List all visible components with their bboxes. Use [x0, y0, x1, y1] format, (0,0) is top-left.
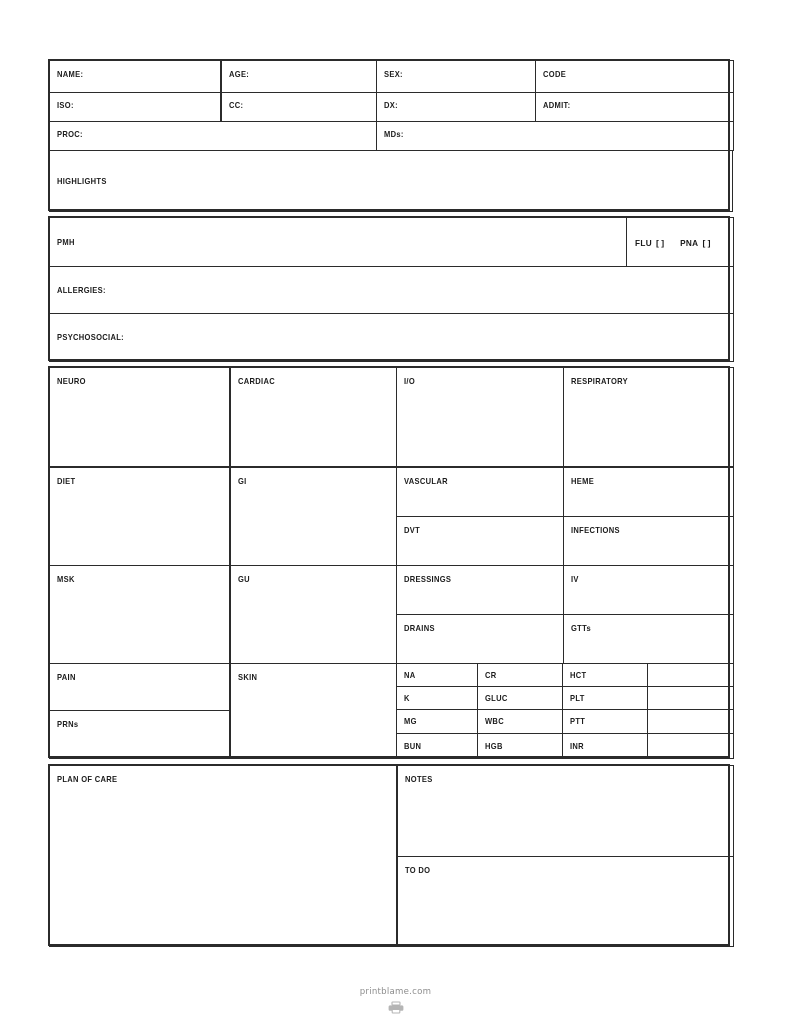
field-msk[interactable]: [49, 565, 230, 664]
lab-label-hgb: HGB: [485, 742, 503, 751]
checkbox-pna-box[interactable]: [ ]: [702, 238, 711, 248]
field-gtts[interactable]: [563, 614, 734, 664]
field-plan-of-care[interactable]: [49, 765, 397, 947]
lab-cell-inr[interactable]: [562, 733, 648, 759]
field-respiratory[interactable]: [563, 367, 734, 467]
field-iv[interactable]: [563, 565, 734, 615]
field-diet[interactable]: [49, 467, 230, 566]
field-cardiac[interactable]: [230, 367, 397, 467]
lab-cell-plt[interactable]: [562, 686, 648, 710]
checkbox-pna-label: PNA: [680, 238, 699, 248]
lab-cell-ptt[interactable]: [562, 709, 648, 734]
lab-cell-mg[interactable]: [396, 709, 478, 734]
field-infections-label: INFECTIONS: [571, 526, 620, 535]
field-gu-label: GU: [238, 575, 250, 584]
field-cc[interactable]: [221, 92, 377, 122]
field-cardiac-label: CARDIAC: [238, 377, 275, 386]
field-code[interactable]: [535, 60, 734, 93]
field-drains-label: DRAINS: [404, 624, 435, 633]
lab-label-na: NA: [404, 671, 416, 680]
field-age[interactable]: [221, 60, 377, 93]
field-sex[interactable]: [376, 60, 536, 93]
field-age-label: AGE:: [229, 70, 250, 79]
history-block: [48, 216, 730, 361]
field-skin[interactable]: [230, 663, 397, 759]
field-allergies[interactable]: [49, 266, 734, 314]
field-dx[interactable]: [376, 92, 536, 122]
lab-cell-wbc[interactable]: [477, 709, 563, 734]
field-code-label: CODE: [543, 70, 567, 79]
lab-label-plt: PLT: [570, 694, 585, 703]
field-pain[interactable]: [49, 663, 230, 711]
checkbox-flu-label: FLU: [635, 238, 652, 248]
lab-cell-gluc[interactable]: [477, 686, 563, 710]
lab-cell-k[interactable]: [396, 686, 478, 710]
field-highlights[interactable]: [49, 150, 733, 212]
field-admit[interactable]: [535, 92, 734, 122]
field-gu[interactable]: [230, 565, 397, 664]
lab-label-mg: MG: [404, 717, 417, 726]
field-pain-label: PAIN: [57, 673, 76, 682]
lab-cell-cr[interactable]: [477, 663, 563, 687]
field-name-label: NAME:: [57, 70, 84, 79]
field-mds[interactable]: [376, 121, 734, 151]
field-name[interactable]: [49, 60, 221, 93]
field-to-do[interactable]: [397, 856, 734, 947]
lab-label-hct: HCT: [570, 671, 587, 680]
field-sex-label: SEX:: [384, 70, 403, 79]
field-highlights-label: HIGHLIGHTS: [57, 177, 107, 186]
field-notes[interactable]: [397, 765, 734, 857]
lab-cell-bun[interactable]: [396, 733, 478, 759]
field-heme[interactable]: [563, 467, 734, 517]
field-dvt[interactable]: [396, 516, 564, 566]
lab-cell-hct[interactable]: [562, 663, 648, 687]
field-io-label: I/O: [404, 377, 416, 386]
lab-label-gluc: GLUC: [485, 694, 508, 703]
field-proc-label: PROC:: [57, 130, 83, 139]
field-prns-label: PRNs: [57, 720, 79, 729]
field-plan-of-care-label: PLAN OF CARE: [57, 775, 118, 784]
lab-cell-blank-1[interactable]: [647, 663, 734, 687]
field-to-do-label: TO DO: [405, 866, 431, 875]
field-pmh-label: PMH: [57, 238, 75, 247]
field-vascular[interactable]: [396, 467, 564, 517]
field-dvt-label: DVT: [404, 526, 421, 535]
field-prns[interactable]: [49, 710, 230, 759]
field-allergies-label: ALLERGIES:: [57, 286, 106, 295]
immunization-row: [635, 238, 711, 248]
lab-label-ptt: PTT: [570, 717, 586, 726]
field-gtts-label: GTTs: [571, 624, 591, 633]
field-skin-label: SKIN: [238, 673, 258, 682]
field-drains[interactable]: [396, 614, 564, 664]
footer-site-label[interactable]: printblame.com: [359, 987, 432, 997]
field-dressings[interactable]: [396, 565, 564, 615]
assessment-block: [48, 366, 730, 758]
field-neuro-label: NEURO: [57, 377, 86, 386]
field-diet-label: DIET: [57, 477, 76, 486]
field-iso[interactable]: [49, 92, 221, 122]
lab-cell-hgb[interactable]: [477, 733, 563, 759]
lab-cell-blank-3[interactable]: [647, 709, 734, 734]
field-proc[interactable]: [49, 121, 377, 151]
field-dressings-label: DRESSINGS: [404, 575, 452, 584]
lab-label-wbc: WBC: [485, 717, 504, 726]
field-dx-label: DX:: [384, 101, 398, 110]
field-infections[interactable]: [563, 516, 734, 566]
footer: [0, 987, 791, 1014]
field-vascular-label: VASCULAR: [404, 477, 448, 486]
checkbox-pna[interactable]: [680, 238, 710, 248]
printer-icon: [388, 1001, 404, 1014]
field-neuro[interactable]: [49, 367, 230, 467]
field-cc-label: CC:: [229, 101, 244, 110]
lab-cell-blank-4[interactable]: [647, 733, 734, 759]
lab-cell-na[interactable]: [396, 663, 478, 687]
field-gi-label: GI: [238, 477, 247, 486]
field-psychosocial[interactable]: [49, 313, 734, 362]
field-iso-label: ISO:: [57, 101, 74, 110]
field-pmh[interactable]: [49, 217, 627, 267]
checkbox-flu[interactable]: [635, 238, 664, 248]
plan-block: [48, 764, 730, 946]
field-heme-label: HEME: [571, 477, 595, 486]
field-psychosocial-label: PSYCHOSOCIAL:: [57, 333, 124, 342]
lab-label-bun: BUN: [404, 742, 422, 751]
field-mds-label: MDs:: [384, 130, 404, 139]
checkbox-flu-box[interactable]: [ ]: [655, 238, 665, 248]
header-block: [48, 59, 730, 211]
field-io[interactable]: [396, 367, 564, 467]
lab-cell-blank-2[interactable]: [647, 686, 734, 710]
field-iv-label: IV: [571, 575, 579, 584]
field-gi[interactable]: [230, 467, 397, 566]
field-msk-label: MSK: [57, 575, 75, 584]
lab-label-k: K: [404, 694, 410, 703]
lab-label-cr: CR: [485, 671, 497, 680]
field-respiratory-label: RESPIRATORY: [571, 377, 628, 386]
field-notes-label: NOTES: [405, 775, 433, 784]
immunization-checkboxes[interactable]: [626, 217, 734, 267]
lab-label-inr: INR: [570, 742, 584, 751]
field-admit-label: ADMIT:: [543, 101, 571, 110]
